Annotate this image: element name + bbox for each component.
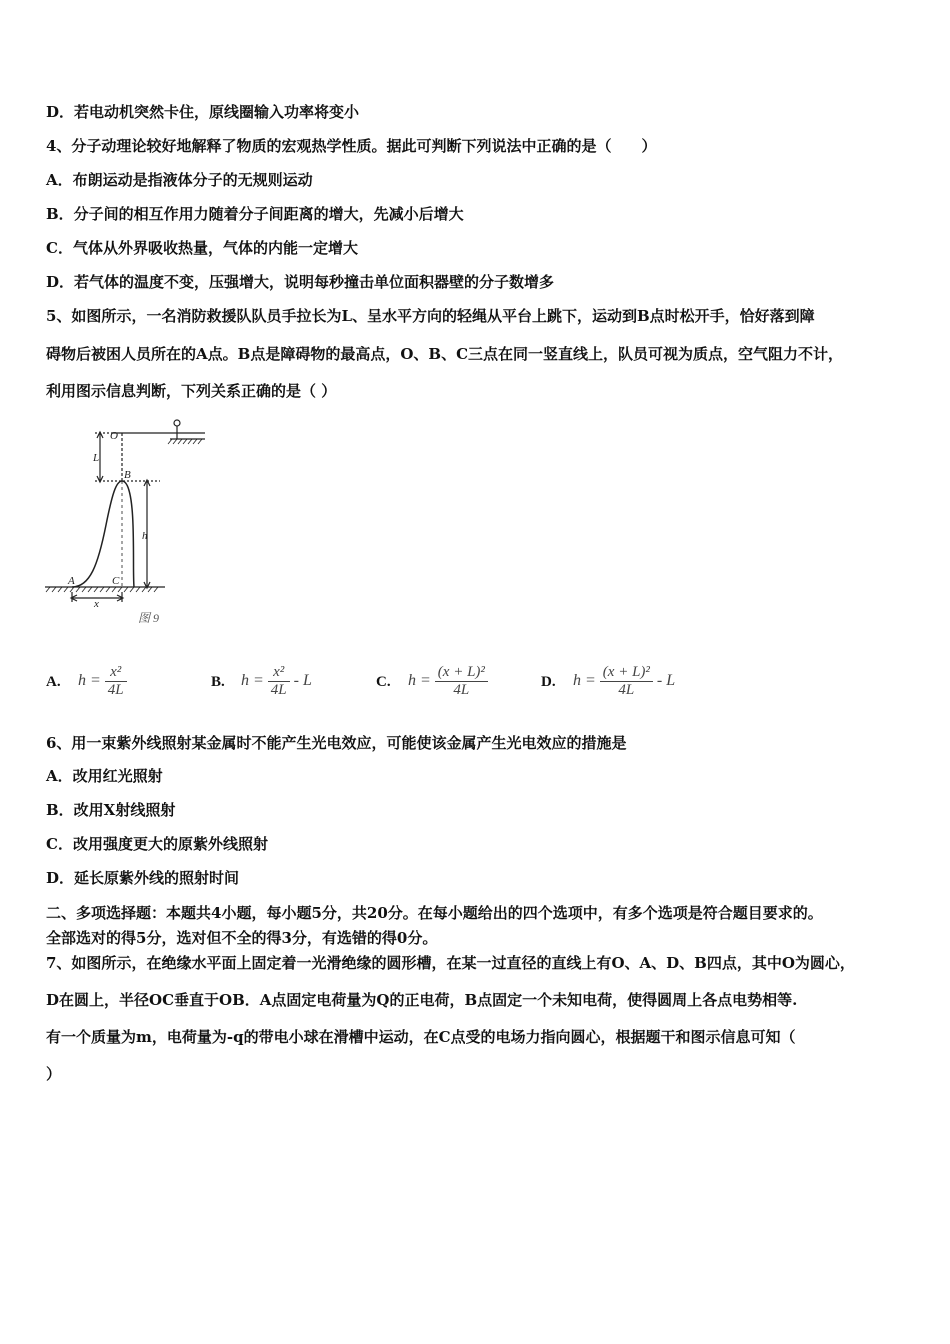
ground-hatch bbox=[46, 587, 158, 592]
label-l: L bbox=[93, 452, 100, 464]
numerator: (x + L)² bbox=[600, 664, 653, 682]
option-label: C. bbox=[376, 674, 391, 690]
question-7-stem-3: 有一个质量为m，电荷量为-q的带电小球在滑槽中运动，在C点受的电场力指向圆心，根据题干和图示信息可知（ bbox=[46, 1028, 796, 1046]
label-c: C bbox=[112, 575, 120, 587]
label-b: B bbox=[124, 469, 131, 481]
label-h: h bbox=[142, 530, 148, 542]
q4-option-a: A．布朗运动是指液体分子的无规则运动 bbox=[46, 171, 313, 189]
question-7-stem-2: D在圆上，半径OC垂直于OB．A点固定电荷量为Q的正电荷，B点固定一个未知电荷，使得圆周上各点电势相等. bbox=[46, 991, 798, 1009]
question-5-stem-2: 碍物后被困人员所在的A点。B点是障碍物的最高点，O、B、C三点在同一竖直线上，队员可视为质点，空气阻力不计， bbox=[46, 345, 844, 363]
q4-option-d: D．若气体的温度不变，压强增大，说明每秒撞击单位面积器壁的分子数增多 bbox=[46, 273, 555, 291]
lhs: h = bbox=[241, 672, 264, 690]
lhs: h = bbox=[78, 672, 101, 690]
lhs: h = bbox=[573, 672, 596, 690]
tail: - L bbox=[656, 672, 676, 690]
person-head bbox=[174, 420, 180, 426]
label-o: O bbox=[110, 430, 118, 442]
numerator: x² bbox=[105, 664, 127, 682]
figure-9 bbox=[40, 415, 215, 630]
question-6-stem: 6、用一束紫外线照射某金属时不能产生光电效应，可能使该金属产生光电效应的措施是 bbox=[46, 734, 627, 752]
denominator: 4L bbox=[453, 682, 470, 698]
question-5-stem-1: 5、如图所示，一名消防救援队队员手拉长为L、呈水平方向的轻绳从平台上跳下，运动到B点时松开手，恰好落到障 bbox=[46, 307, 815, 325]
lhs: h = bbox=[408, 672, 431, 690]
q6-option-a: A．改用红光照射 bbox=[46, 767, 163, 785]
section-heading-1: 二、多项选择题：本题共4小题，每小题5分，共20分。在每小题给出的四个选项中，有多个选项是符合题目要求的。 bbox=[46, 904, 823, 922]
q6-option-d: D．延长原紫外线的照射时间 bbox=[46, 869, 240, 887]
numerator: x² bbox=[268, 664, 290, 682]
question-7-stem-4: ） bbox=[46, 1065, 62, 1083]
question-5-stem-3: 利用图示信息判断，下列关系正确的是（ ） bbox=[46, 382, 337, 400]
denominator: 4L bbox=[270, 682, 287, 698]
denominator: 4L bbox=[107, 682, 124, 698]
question-7-stem-1: 7、如图所示，在绝缘水平面上固定着一光滑绝缘的圆形槽，在某一过直径的直线上有O、A、D、B四点，其中O为圆心， bbox=[46, 954, 855, 972]
denominator: 4L bbox=[618, 682, 635, 698]
question-4-stem: 4、分子动理论较好地解释了物质的宏观热学性质。据此可判断下列说法中正确的是（ ） bbox=[46, 137, 657, 155]
label-x: x bbox=[94, 598, 99, 610]
platform-hatch bbox=[168, 439, 202, 444]
q6-option-b: B．改用X射线照射 bbox=[46, 801, 176, 819]
q4-option-b: B．分子间的相互作用力随着分子间距离的增大，先减小后增大 bbox=[46, 205, 464, 223]
obstacle-curve bbox=[72, 481, 134, 587]
text-line: D．若电动机突然卡住，原线圈输入功率将变小 bbox=[46, 103, 360, 121]
figure-caption: 图 9 bbox=[138, 611, 160, 625]
option-label: D. bbox=[541, 674, 556, 690]
option-label: A. bbox=[46, 674, 61, 690]
q6-option-c: C．改用强度更大的原紫外线照射 bbox=[46, 835, 268, 853]
section-heading-2: 全部选对的得5分，选对但不全的得3分，有选错的得0分。 bbox=[46, 929, 438, 947]
option-label: B. bbox=[211, 674, 225, 690]
numerator: (x + L)² bbox=[435, 664, 488, 682]
tail: - L bbox=[293, 672, 312, 690]
q4-option-c: C．气体从外界吸收热量，气体的内能一定增大 bbox=[46, 239, 358, 257]
label-a: A bbox=[68, 575, 75, 587]
